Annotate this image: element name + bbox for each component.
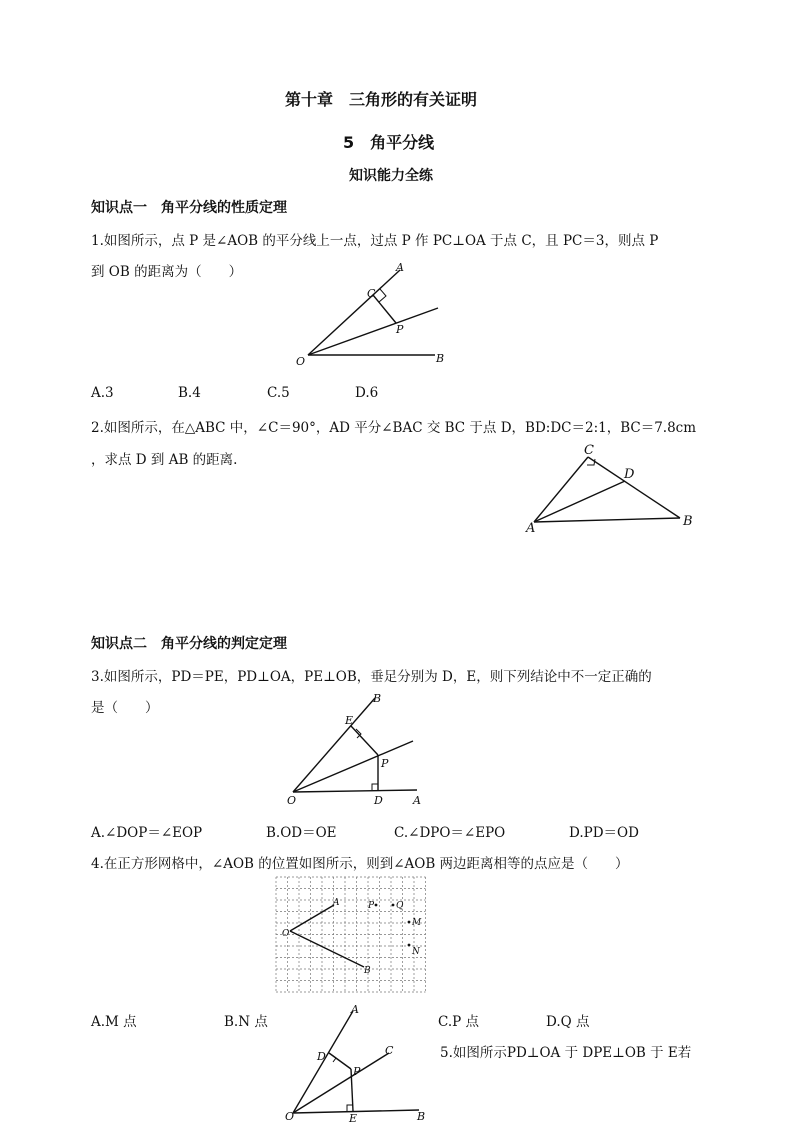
q1-label-b: B [436,352,445,365]
section-subtitle: 知识能力全练 [349,168,433,184]
q4-label-n: N [412,947,420,957]
q5-label-p: P [353,1065,361,1078]
q4-label-p: P [368,901,375,911]
q5-label-b: B [417,1110,426,1123]
q4-label-m: M [412,918,422,928]
question-1-figure [290,255,490,375]
q2-label-a: A [526,521,536,536]
q3-label-p: P [381,757,389,770]
question-5-figure [283,1003,443,1123]
question-1-text-line2: 到 OB 的距离为（ ） [91,264,243,280]
question-3-figure [283,688,443,818]
question-2-text-line1: 2.如图所示，在△ABC 中，∠C＝90°，AD 平分∠BAC 交 BC 于点 D，BD:DC＝2:1，BC＝7.8cm [91,420,697,436]
q1-label-a: A [396,261,404,274]
q2-label-c: C [584,443,594,458]
q3-label-o: O [287,794,297,807]
q3-label-b: B [373,692,382,705]
question-1-option-d: D.6 [355,385,379,401]
question-1-option-a: A.3 [91,385,114,401]
question-3-option-b: B.OD＝OE [266,825,337,841]
section-title: 5 角平分线 [343,133,435,152]
question-1-text-line1: 1.如图所示，点 P 是∠AOB 的平分线上一点，过点 P 作 PC⊥OA 于点 C，且 PC＝3，则点 P [91,233,659,249]
q3-label-e: E [345,714,354,727]
q5-label-e: E [349,1112,358,1123]
q5-label-o: O [285,1110,295,1123]
question-2-text-line2: ，求点 D 到 AB 的距离. [91,452,238,468]
q3-label-d: D [374,794,383,807]
question-5-text-line1: 5.如图所示PD⊥OA 于 DPE⊥OB 于 E若 [440,1045,692,1061]
question-4-option-d: D.Q 点 [546,1014,590,1030]
q1-label-o: O [296,355,306,368]
q4-label-q: Q [396,901,404,911]
q3-label-a: A [413,794,421,807]
chapter-title: 第十章 三角形的有关证明 [285,90,478,109]
q5-label-a: A [351,1003,359,1016]
question-4-option-a: A.M 点 [91,1014,137,1030]
question-3-text-line1: 3.如图所示，PD＝PE，PD⊥OA，PE⊥OB，垂足分别为 D，E，则下列结论中不一定正确的 [91,669,652,685]
q2-label-b: B [683,514,693,529]
question-4-figure [272,875,432,997]
q2-label-d: D [624,467,635,482]
q4-label-o: O [282,929,290,939]
q4-label-a: A [333,898,340,908]
question-4-text-line1: 4.在正方形网格中，∠AOB 的位置如图所示，则到∠AOB 两边距离相等的点应是（ ） [91,856,629,872]
question-2-figure [520,438,710,538]
question-4-option-b: B.N 点 [224,1014,268,1030]
question-4-option-c: C.P 点 [438,1014,480,1030]
question-3-option-d: D.PD＝OD [569,825,639,841]
q4-label-b: B [364,966,371,976]
q1-label-c: C [367,287,376,300]
question-3-text-line2: 是（ ） [91,700,159,716]
question-1-option-b: B.4 [178,385,201,401]
q5-label-c: C [385,1044,394,1057]
question-1-option-c: C.5 [267,385,290,401]
question-3-option-c: C.∠DPO＝∠EPO [394,825,506,841]
knowledge-point-2-heading: 知识点二 角平分线的判定定理 [91,636,287,652]
q5-label-d: D [317,1050,326,1063]
q1-label-p: P [396,323,404,336]
knowledge-point-1-heading: 知识点一 角平分线的性质定理 [91,200,287,216]
question-3-option-a: A.∠DOP＝∠EOP [91,825,203,841]
